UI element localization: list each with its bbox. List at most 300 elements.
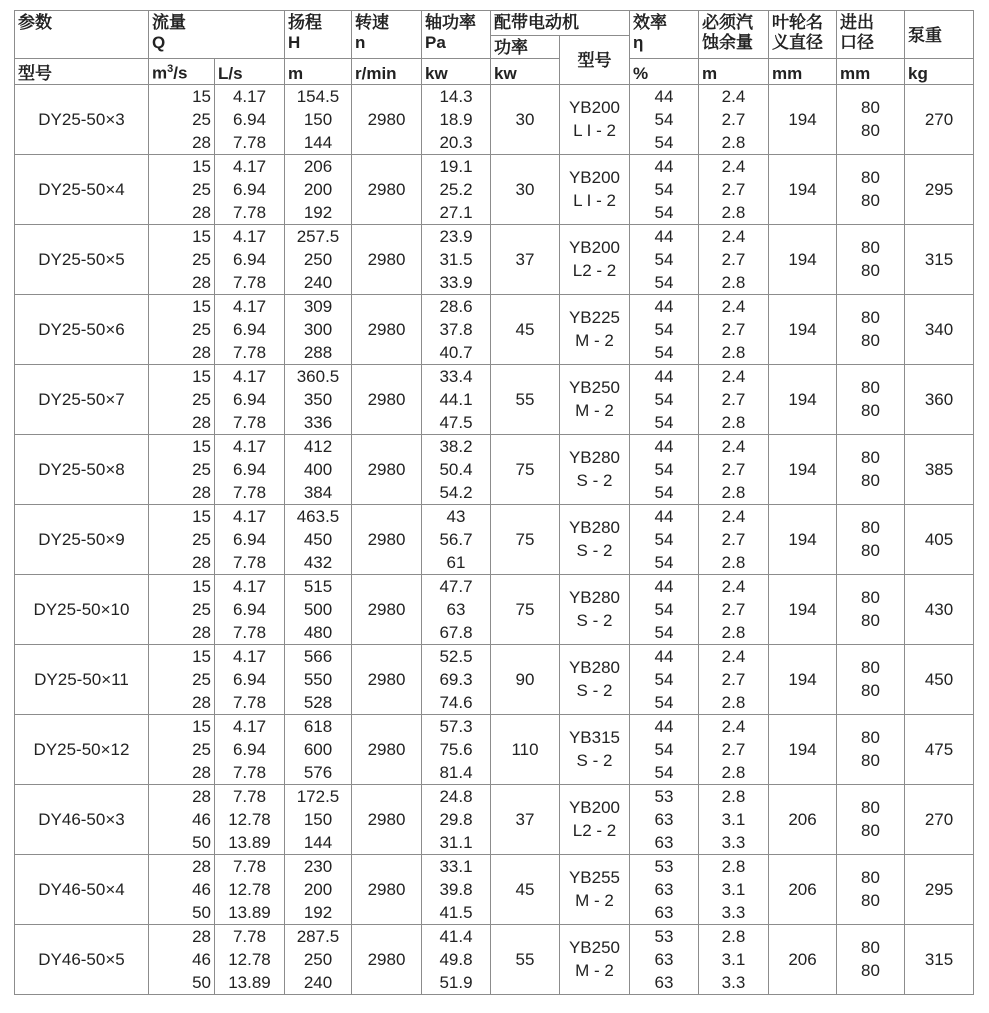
- efficiency-cell: [630, 294, 699, 364]
- npsh-cell-value: 2.4: [721, 366, 746, 386]
- shaft-power-cell-value: 24.8: [439, 786, 473, 806]
- head-cell-value: 287.5: [296, 926, 340, 946]
- npsh-cell-value: 2.8: [721, 412, 746, 432]
- model-cell: DY46-50×5: [15, 924, 149, 994]
- npsh-cell: [699, 714, 769, 784]
- impeller-label-line2: 义直径: [772, 33, 823, 52]
- port-cell-value: 80: [861, 401, 880, 421]
- npsh-cell: [699, 924, 769, 994]
- npsh-cell-value: 2.7: [721, 109, 746, 129]
- flow-ls-cell-value: 6.94: [232, 319, 267, 339]
- flow-ls-cell-value: 6.94: [232, 669, 267, 689]
- flow-ls-cell: [215, 854, 285, 924]
- shaft-power-cell-value: 81.4: [439, 762, 473, 782]
- weight-header: [905, 11, 974, 59]
- motor-model-cell-value: YB225: [568, 308, 621, 328]
- efficiency-cell-value: 54: [654, 389, 674, 409]
- npsh-cell-value: 2.8: [721, 622, 746, 642]
- npsh-cell-value: 2.4: [721, 226, 746, 246]
- npsh-cell-value: 2.7: [721, 389, 746, 409]
- table-row: [15, 924, 974, 994]
- efficiency-cell: [630, 224, 699, 294]
- flow-m3s-cell-value: 28: [192, 342, 211, 362]
- efficiency-cell-value: 54: [654, 622, 674, 642]
- shaft-power-cell: [422, 504, 491, 574]
- weight-cell: 360: [905, 364, 974, 434]
- speed-header: [352, 11, 422, 59]
- shaft-power-cell-value: 19.1: [439, 156, 473, 176]
- head-cell-value: 200: [303, 179, 333, 199]
- motor-power-cell: 55: [491, 364, 560, 434]
- motor-model-cell-value: YB200: [568, 238, 621, 258]
- npsh-header: [699, 11, 769, 59]
- table-row: [15, 644, 974, 714]
- motor-power-cell: 75: [491, 434, 560, 504]
- speed-cell: 2980: [352, 434, 422, 504]
- efficiency-cell: [630, 504, 699, 574]
- shaft-power-cell-value: 51.9: [439, 972, 473, 992]
- shaft-power-unit: kw: [422, 59, 491, 85]
- npsh-cell-value: 3.3: [721, 972, 746, 992]
- head-cell-value: 528: [303, 692, 333, 712]
- flow-ls-cell-value: 7.78: [232, 692, 267, 712]
- flow-m3s-cell-value: 46: [192, 809, 211, 829]
- flow-m3s-cell-value: 28: [192, 202, 211, 222]
- efficiency-symbol: η: [633, 33, 644, 52]
- flow-unit-m3s: $m^3/s$: [149, 59, 215, 85]
- motor-model-cell-value: L I - 2: [573, 191, 616, 211]
- flow-ls-cell-value: 7.78: [232, 856, 267, 876]
- npsh-cell-value: 3.3: [721, 902, 746, 922]
- shaft-power-cell-value: 29.8: [439, 809, 473, 829]
- flow-m3s-cell-value: 25: [192, 179, 211, 199]
- head-label: 扬程: [288, 13, 322, 32]
- table-row: [15, 84, 974, 154]
- efficiency-cell-value: 44: [654, 716, 674, 736]
- head-cell: [285, 154, 352, 224]
- port-cell-value: 80: [861, 168, 880, 188]
- npsh-cell-value: 2.7: [721, 179, 746, 199]
- head-cell-value: 432: [303, 552, 333, 572]
- motor-model-cell-value: S - 2: [576, 681, 613, 701]
- head-cell-value: 200: [303, 879, 333, 899]
- efficiency-cell-value: 54: [654, 412, 674, 432]
- npsh-cell: [699, 84, 769, 154]
- port-cell: [837, 434, 905, 504]
- flow-m3s-cell-value: 15: [192, 716, 211, 736]
- shaft-power-label: 轴功率: [425, 13, 476, 32]
- flow-ls-cell-value: 4.17: [232, 226, 267, 246]
- npsh-cell-value: 2.8: [721, 786, 746, 806]
- flow-m3s-cell: [149, 294, 215, 364]
- speed-cell: 2980: [352, 574, 422, 644]
- port-cell-value: 80: [861, 798, 880, 818]
- motor-model-header: [560, 36, 630, 85]
- flow-ls-cell: [215, 714, 285, 784]
- efficiency-unit: %: [630, 59, 699, 85]
- efficiency-cell-value: 54: [654, 669, 674, 689]
- model-cell: DY25-50×3: [15, 84, 149, 154]
- flow-m3s-cell-value: 25: [192, 389, 211, 409]
- efficiency-cell-value: 54: [654, 482, 674, 502]
- flow-ls-cell-value: 7.78: [232, 342, 267, 362]
- efficiency-cell-value: 54: [654, 249, 674, 269]
- flow-ls-cell-value: 6.94: [232, 599, 267, 619]
- flow-m3s-cell-value: 28: [192, 622, 211, 642]
- table-body: [15, 84, 974, 994]
- weight-cell: 270: [905, 84, 974, 154]
- flow-ls-cell: [215, 294, 285, 364]
- shaft-power-cell-value: 74.6: [439, 692, 473, 712]
- impeller-cell: 194: [769, 434, 837, 504]
- head-cell-value: 450: [303, 529, 333, 549]
- impeller-cell: 206: [769, 854, 837, 924]
- port-cell-value: 80: [861, 98, 880, 118]
- port-unit: mm: [837, 59, 905, 85]
- port-cell: [837, 364, 905, 434]
- motor-model-cell: [560, 714, 630, 784]
- flow-m3s-cell-value: 25: [192, 529, 211, 549]
- head-cell-value: 206: [303, 156, 333, 176]
- flow-ls-cell: [215, 784, 285, 854]
- shaft-power-cell-value: 75.6: [439, 739, 473, 759]
- model-cell: DY25-50×12: [15, 714, 149, 784]
- npsh-cell-value: 2.7: [721, 459, 746, 479]
- npsh-cell: [699, 364, 769, 434]
- efficiency-cell: [630, 854, 699, 924]
- head-cell: [285, 364, 352, 434]
- npsh-cell-value: 3.1: [721, 879, 746, 899]
- flow-ls-cell: [215, 644, 285, 714]
- flow-ls-cell-value: 6.94: [232, 249, 267, 269]
- speed-cell: 2980: [352, 294, 422, 364]
- flow-m3s-cell: [149, 714, 215, 784]
- port-cell-value: 80: [861, 238, 880, 258]
- flow-ls-cell-value: 4.17: [232, 86, 267, 106]
- efficiency-cell-value: 54: [654, 342, 674, 362]
- shaft-power-cell-value: 31.5: [439, 249, 473, 269]
- flow-ls-cell-value: 7.78: [232, 786, 267, 806]
- param-header: [15, 11, 149, 59]
- motor-model-label: 型号: [577, 50, 612, 70]
- port-cell-value: 80: [861, 891, 880, 911]
- head-cell-value: 480: [303, 622, 333, 642]
- impeller-cell: 206: [769, 924, 837, 994]
- motor-power-cell: 45: [491, 854, 560, 924]
- efficiency-cell-value: 44: [654, 646, 674, 666]
- npsh-cell-value: 3.1: [721, 809, 746, 829]
- port-cell: [837, 504, 905, 574]
- npsh-cell-value: 2.8: [721, 692, 746, 712]
- weight-cell: 295: [905, 154, 974, 224]
- head-cell-value: 600: [303, 739, 333, 759]
- motor-power-cell: 55: [491, 924, 560, 994]
- motor-model-cell-value: M - 2: [575, 891, 614, 911]
- flow-ls-cell-value: 4.17: [232, 366, 267, 386]
- shaft-power-cell-value: 33.1: [439, 856, 473, 876]
- motor-model-cell: [560, 84, 630, 154]
- port-cell-value: 80: [861, 658, 880, 678]
- npsh-cell: [699, 854, 769, 924]
- port-cell-value: 80: [861, 261, 880, 281]
- efficiency-cell-value: 63: [654, 879, 674, 899]
- head-cell: [285, 574, 352, 644]
- motor-model-cell: [560, 644, 630, 714]
- shaft-power-cell-value: 50.4: [439, 459, 473, 479]
- shaft-power-cell-value: 23.9: [439, 226, 473, 246]
- speed-cell: 2980: [352, 364, 422, 434]
- flow-m3s-cell-value: 25: [192, 739, 211, 759]
- flow-m3s-cell-value: 28: [192, 856, 211, 876]
- efficiency-cell: [630, 364, 699, 434]
- npsh-cell-value: 2.8: [721, 762, 746, 782]
- flow-ls-cell-value: 12.78: [228, 949, 271, 969]
- shaft-power-symbol: Pa: [425, 33, 446, 52]
- head-cell-value: 144: [303, 132, 333, 152]
- flow-ls-cell-value: 4.17: [232, 646, 267, 666]
- flow-unit-ls: L/s: [215, 59, 285, 85]
- table-row: [15, 224, 974, 294]
- shaft-power-cell: [422, 714, 491, 784]
- npsh-label-line2: 蚀余量: [702, 33, 753, 52]
- npsh-cell: [699, 504, 769, 574]
- efficiency-cell-value: 63: [654, 949, 674, 969]
- model-cell: DY46-50×3: [15, 784, 149, 854]
- param-label: 参数: [18, 13, 52, 32]
- efficiency-cell-value: 54: [654, 132, 674, 152]
- port-cell: [837, 574, 905, 644]
- port-cell: [837, 84, 905, 154]
- flow-ls-cell: [215, 924, 285, 994]
- weight-unit: kg: [905, 59, 974, 85]
- shaft-power-cell: [422, 364, 491, 434]
- table-row: [15, 854, 974, 924]
- shaft-power-cell-value: 56.7: [439, 529, 473, 549]
- motor-power-cell: 37: [491, 224, 560, 294]
- motor-header: [491, 11, 630, 36]
- speed-cell: 2980: [352, 644, 422, 714]
- shaft-power-cell-value: 52.5: [439, 646, 473, 666]
- efficiency-cell-value: 44: [654, 576, 674, 596]
- npsh-cell: [699, 784, 769, 854]
- shaft-power-cell-value: 33.4: [439, 366, 473, 386]
- flow-m3s-cell: [149, 504, 215, 574]
- motor-model-cell-value: YB250: [568, 378, 621, 398]
- port-cell-value: 80: [861, 868, 880, 888]
- port-label-line2: 口径: [840, 33, 874, 52]
- motor-model-cell-value: YB200: [568, 798, 621, 818]
- flow-ls-cell-value: 6.94: [232, 739, 267, 759]
- efficiency-cell-value: 44: [654, 366, 674, 386]
- motor-model-cell: [560, 784, 630, 854]
- shaft-power-cell-value: 38.2: [439, 436, 473, 456]
- flow-ls-cell: [215, 154, 285, 224]
- flow-m3s-cell-value: 46: [192, 949, 211, 969]
- flow-m3s-cell: [149, 154, 215, 224]
- efficiency-cell-value: 54: [654, 179, 674, 199]
- impeller-cell: 194: [769, 154, 837, 224]
- flow-m3s-cell: [149, 574, 215, 644]
- efficiency-cell: [630, 154, 699, 224]
- model-header: [15, 59, 149, 85]
- flow-ls-cell-value: 4.17: [232, 716, 267, 736]
- flow-m3s-cell-value: 28: [192, 412, 211, 432]
- motor-model-cell-value: S - 2: [576, 541, 613, 561]
- port-label-line1: 进出: [840, 13, 874, 32]
- head-cell-value: 192: [303, 202, 333, 222]
- flow-ls-cell-value: 12.78: [228, 879, 271, 899]
- flow-m3s-cell-value: 25: [192, 459, 211, 479]
- model-cell: DY46-50×4: [15, 854, 149, 924]
- efficiency-cell-value: 54: [654, 109, 674, 129]
- model-cell: DY25-50×11: [15, 644, 149, 714]
- impeller-cell: 194: [769, 644, 837, 714]
- weight-cell: 270: [905, 784, 974, 854]
- motor-model-cell-value: YB280: [568, 658, 621, 678]
- motor-label: 配带电动机: [494, 13, 579, 32]
- flow-m3s-cell-value: 15: [192, 646, 211, 666]
- table-row: [15, 714, 974, 784]
- head-cell-value: 154.5: [296, 86, 340, 106]
- efficiency-cell: [630, 924, 699, 994]
- head-cell-value: 240: [303, 972, 333, 992]
- npsh-cell-value: 2.4: [721, 506, 746, 526]
- efficiency-cell-value: 44: [654, 506, 674, 526]
- speed-cell: 2980: [352, 84, 422, 154]
- shaft-power-cell: [422, 434, 491, 504]
- efficiency-cell-value: 53: [654, 856, 674, 876]
- flow-m3s-cell-value: 28: [192, 786, 211, 806]
- shaft-power-cell-value: 27.1: [439, 202, 473, 222]
- efficiency-cell-value: 54: [654, 762, 674, 782]
- shaft-power-cell-value: 47.7: [439, 576, 473, 596]
- shaft-power-cell: [422, 784, 491, 854]
- efficiency-cell-value: 44: [654, 156, 674, 176]
- flow-m3s-cell-value: 28: [192, 272, 211, 292]
- motor-model-cell-value: S - 2: [576, 471, 613, 491]
- motor-model-cell: [560, 574, 630, 644]
- pump-spec-table: [14, 10, 974, 995]
- flow-m3s-cell: [149, 924, 215, 994]
- shaft-power-cell-value: 49.8: [439, 949, 473, 969]
- motor-model-cell: [560, 434, 630, 504]
- port-cell-value: 80: [861, 611, 880, 631]
- flow-m3s-cell: [149, 84, 215, 154]
- flow-ls-cell-value: 7.78: [232, 622, 267, 642]
- npsh-cell-value: 2.8: [721, 132, 746, 152]
- flow-symbol: Q: [152, 33, 166, 52]
- flow-ls-cell-value: 4.17: [232, 296, 267, 316]
- flow-ls-cell-value: 13.89: [228, 972, 271, 992]
- model-cell: DY25-50×5: [15, 224, 149, 294]
- port-cell-value: 80: [861, 681, 880, 701]
- shaft-power-cell-value: 67.8: [439, 622, 473, 642]
- weight-cell: 475: [905, 714, 974, 784]
- shaft-power-cell: [422, 154, 491, 224]
- efficiency-cell: [630, 644, 699, 714]
- shaft-power-cell-value: 31.1: [439, 832, 473, 852]
- efficiency-cell-value: 44: [654, 436, 674, 456]
- flow-ls-cell-value: 7.78: [232, 482, 267, 502]
- port-cell-value: 80: [861, 121, 880, 141]
- efficiency-cell: [630, 84, 699, 154]
- head-cell: [285, 84, 352, 154]
- table-row: [15, 364, 974, 434]
- model-cell: DY25-50×6: [15, 294, 149, 364]
- efficiency-cell-value: 54: [654, 552, 674, 572]
- motor-model-cell: [560, 854, 630, 924]
- efficiency-cell-value: 54: [654, 599, 674, 619]
- speed-cell: 2980: [352, 784, 422, 854]
- flow-ls-cell-value: 13.89: [228, 902, 271, 922]
- speed-cell: 2980: [352, 504, 422, 574]
- head-cell-value: 230: [303, 856, 333, 876]
- motor-model-cell: [560, 504, 630, 574]
- motor-power-cell: 90: [491, 644, 560, 714]
- speed-cell: 2980: [352, 854, 422, 924]
- flow-ls-cell-value: 4.17: [232, 436, 267, 456]
- efficiency-header: [630, 11, 699, 59]
- port-cell-value: 80: [861, 308, 880, 328]
- port-cell-value: 80: [861, 191, 880, 211]
- flow-m3s-cell-value: 15: [192, 506, 211, 526]
- motor-model-cell: [560, 294, 630, 364]
- flow-m3s-cell-value: 25: [192, 669, 211, 689]
- npsh-cell-value: 3.1: [721, 949, 746, 969]
- efficiency-cell-value: 54: [654, 692, 674, 712]
- head-header: [285, 11, 352, 59]
- flow-ls-cell-value: 7.78: [232, 202, 267, 222]
- npsh-cell-value: 2.8: [721, 482, 746, 502]
- flow-ls-cell: [215, 224, 285, 294]
- shaft-power-cell: [422, 84, 491, 154]
- head-cell-value: 463.5: [296, 506, 340, 526]
- shaft-power-header: [422, 11, 491, 59]
- shaft-power-cell: [422, 924, 491, 994]
- efficiency-label: 效率: [633, 13, 667, 32]
- weight-cell: 340: [905, 294, 974, 364]
- head-cell-value: 150: [303, 809, 333, 829]
- port-cell: [837, 154, 905, 224]
- npsh-label-line1: 必须汽: [702, 13, 753, 32]
- head-cell: [285, 434, 352, 504]
- shaft-power-cell: [422, 574, 491, 644]
- head-cell: [285, 714, 352, 784]
- flow-m3s-cell-value: 15: [192, 576, 211, 596]
- flow-m3s-cell-value: 15: [192, 156, 211, 176]
- npsh-cell-value: 2.4: [721, 436, 746, 456]
- head-cell-value: 360.5: [296, 366, 340, 386]
- port-cell: [837, 294, 905, 364]
- head-cell-value: 515: [303, 576, 333, 596]
- flow-ls-cell-value: 7.78: [232, 762, 267, 782]
- efficiency-cell-value: 54: [654, 272, 674, 292]
- motor-model-cell-value: YB280: [568, 588, 621, 608]
- motor-model-cell-value: M - 2: [575, 401, 614, 421]
- efficiency-cell-value: 53: [654, 926, 674, 946]
- efficiency-cell-value: 63: [654, 832, 674, 852]
- model-cell: DY25-50×8: [15, 434, 149, 504]
- impeller-cell: 194: [769, 574, 837, 644]
- npsh-cell-value: 2.4: [721, 576, 746, 596]
- flow-m3s-cell-value: 25: [192, 319, 211, 339]
- flow-ls-cell-value: 4.17: [232, 156, 267, 176]
- flow-ls-cell-value: 7.78: [232, 412, 267, 432]
- efficiency-cell-value: 53: [654, 786, 674, 806]
- speed-cell: 2980: [352, 224, 422, 294]
- motor-model-cell: [560, 364, 630, 434]
- head-cell-value: 300: [303, 319, 333, 339]
